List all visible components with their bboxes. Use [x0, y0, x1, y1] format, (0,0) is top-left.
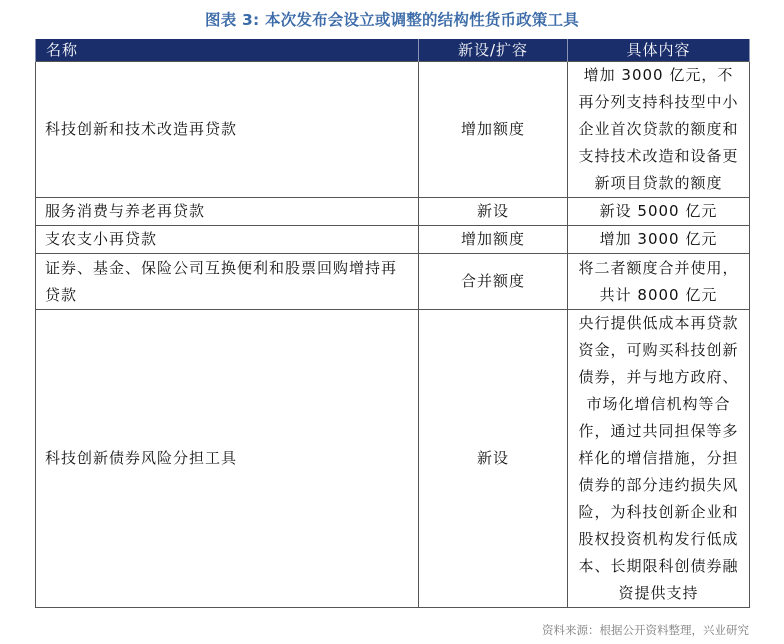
row-content: 央行提供低成本再贷款资金，可购买科技创新债券，并与地方政府、市场化增信机构等合作，通过共同担保等多样化的增信措施，分担债券的部分违约损失风险，为科技创新企业和股权投资机构发行低成本、长期限科创债券融资提供支持	[568, 310, 750, 608]
source-note: 资料来源：根据公开资料整理，兴业研究	[542, 623, 749, 637]
row-type: 增加额度	[419, 226, 568, 254]
row-content: 将二者额度合并使用，共计 8000 亿元	[568, 254, 750, 310]
row-name: 科技创新和技术改造再贷款	[36, 62, 419, 198]
row-type: 新设	[419, 310, 568, 608]
header-type: 新设/扩容	[419, 39, 568, 62]
table-row	[36, 62, 750, 198]
row-type: 增加额度	[419, 62, 568, 198]
table-row	[36, 310, 750, 608]
row-name: 科技创新债券风险分担工具	[36, 310, 419, 608]
policy-tools-table	[35, 39, 750, 608]
row-content: 增加 3000 亿元，不再分列支持科技型中小企业首次贷款的额度和支持技术改造和设备更新项目贷款的额度	[568, 62, 750, 198]
figure-title: 图表 3: 本次发布会设立或调整的结构性货币政策工具	[205, 11, 579, 29]
row-name: 证券、基金、保险公司互换便利和股票回购增持再贷款	[36, 254, 419, 310]
table-header-row	[36, 39, 750, 62]
table-row	[36, 226, 750, 254]
table-row	[36, 198, 750, 226]
table-row	[36, 254, 750, 310]
header-content: 具体内容	[568, 39, 750, 62]
row-content: 增加 3000 亿元	[568, 226, 750, 254]
row-type: 合并额度	[419, 254, 568, 310]
row-type: 新设	[419, 198, 568, 226]
row-content: 新设 5000 亿元	[568, 198, 750, 226]
header-name: 名称	[36, 39, 419, 62]
row-name: 服务消费与养老再贷款	[36, 198, 419, 226]
row-name: 支农支小再贷款	[36, 226, 419, 254]
